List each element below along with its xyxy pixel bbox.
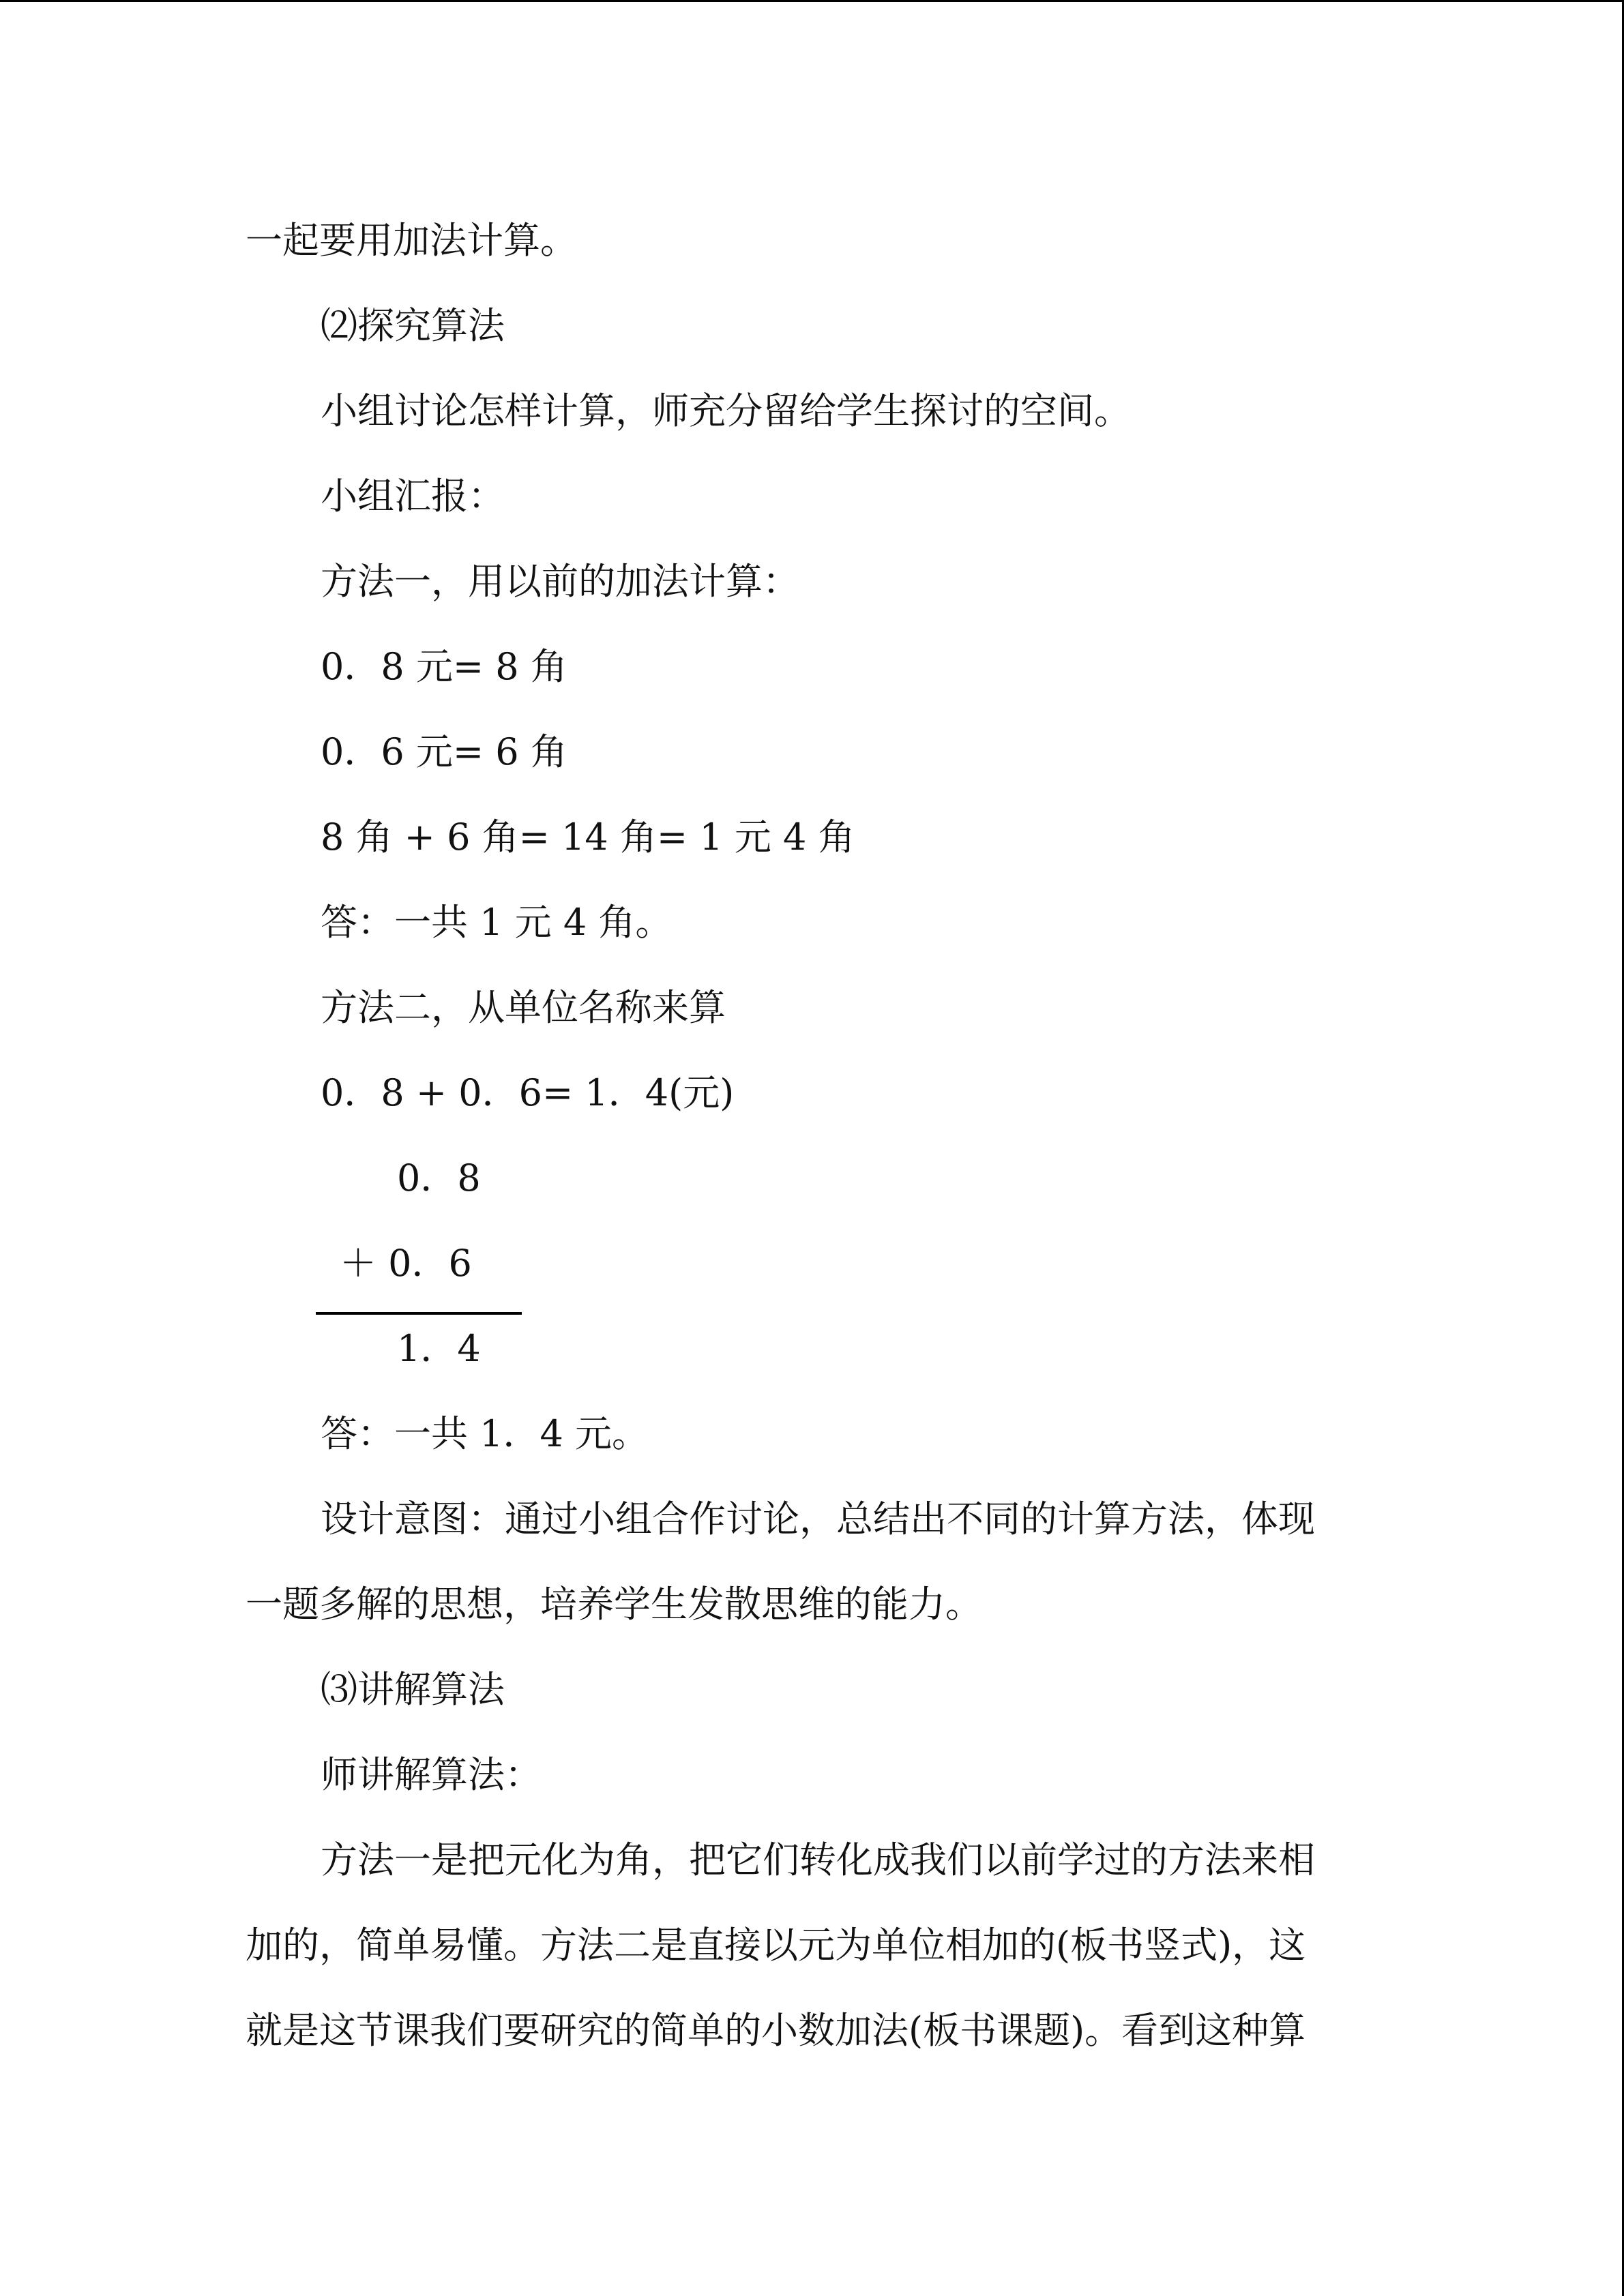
answer-line: 答：一共 1．4 元。 xyxy=(321,1412,649,1455)
paragraph-line: 方法一是把元化为角，把它们转化成我们以前学过的方法来相 xyxy=(321,1838,1315,1881)
paragraph-line: 方法一，用以前的加法计算： xyxy=(321,560,799,603)
answer-line: 答：一共 1 元 4 角。 xyxy=(321,901,673,944)
paragraph-line: 一起要用加法计算。 xyxy=(246,219,577,262)
equation-line: 0．8 + 0．6= 1．4(元) xyxy=(321,1071,735,1114)
page-border-top xyxy=(0,0,1624,2)
vertical-sum: 1．4 xyxy=(397,1327,481,1370)
paragraph-line: 加的，简单易懂。方法二是直接以元为单位相加的(板书竖式)，这 xyxy=(246,1924,1306,1967)
equation-line: 8 角 + 6 角= 14 角= 1 元 4 角 xyxy=(321,816,855,859)
equation-line: 0．8 元= 8 角 xyxy=(321,645,567,688)
vertical-addend-1: 0．8 xyxy=(397,1157,481,1199)
equation-line: 0．6 元= 6 角 xyxy=(321,730,567,773)
vertical-sum-rule xyxy=(316,1312,522,1315)
paragraph-line: 一题多解的思想，培养学生发散思维的能力。 xyxy=(246,1583,982,1626)
paragraph-line: 小组讨论怎样计算，师充分留给学生探讨的空间。 xyxy=(321,389,1131,432)
section-heading: ⑶讲解算法 xyxy=(321,1668,505,1711)
paragraph-line: 方法二，从单位名称来算 xyxy=(321,986,726,1029)
paragraph-line: 小组汇报： xyxy=(321,475,505,518)
paragraph-line: 设计意图：通过小组合作讨论，总结出不同的计算方法，体现 xyxy=(321,1497,1315,1540)
section-heading: ⑵探究算法 xyxy=(321,304,505,347)
paragraph-line: 师讲解算法： xyxy=(321,1753,542,1796)
vertical-addend-2: ＋ 0．6 xyxy=(340,1242,472,1285)
paragraph-line: 就是这节课我们要研究的简单的小数加法(板书课题)。看到这种算 xyxy=(246,2009,1306,2052)
